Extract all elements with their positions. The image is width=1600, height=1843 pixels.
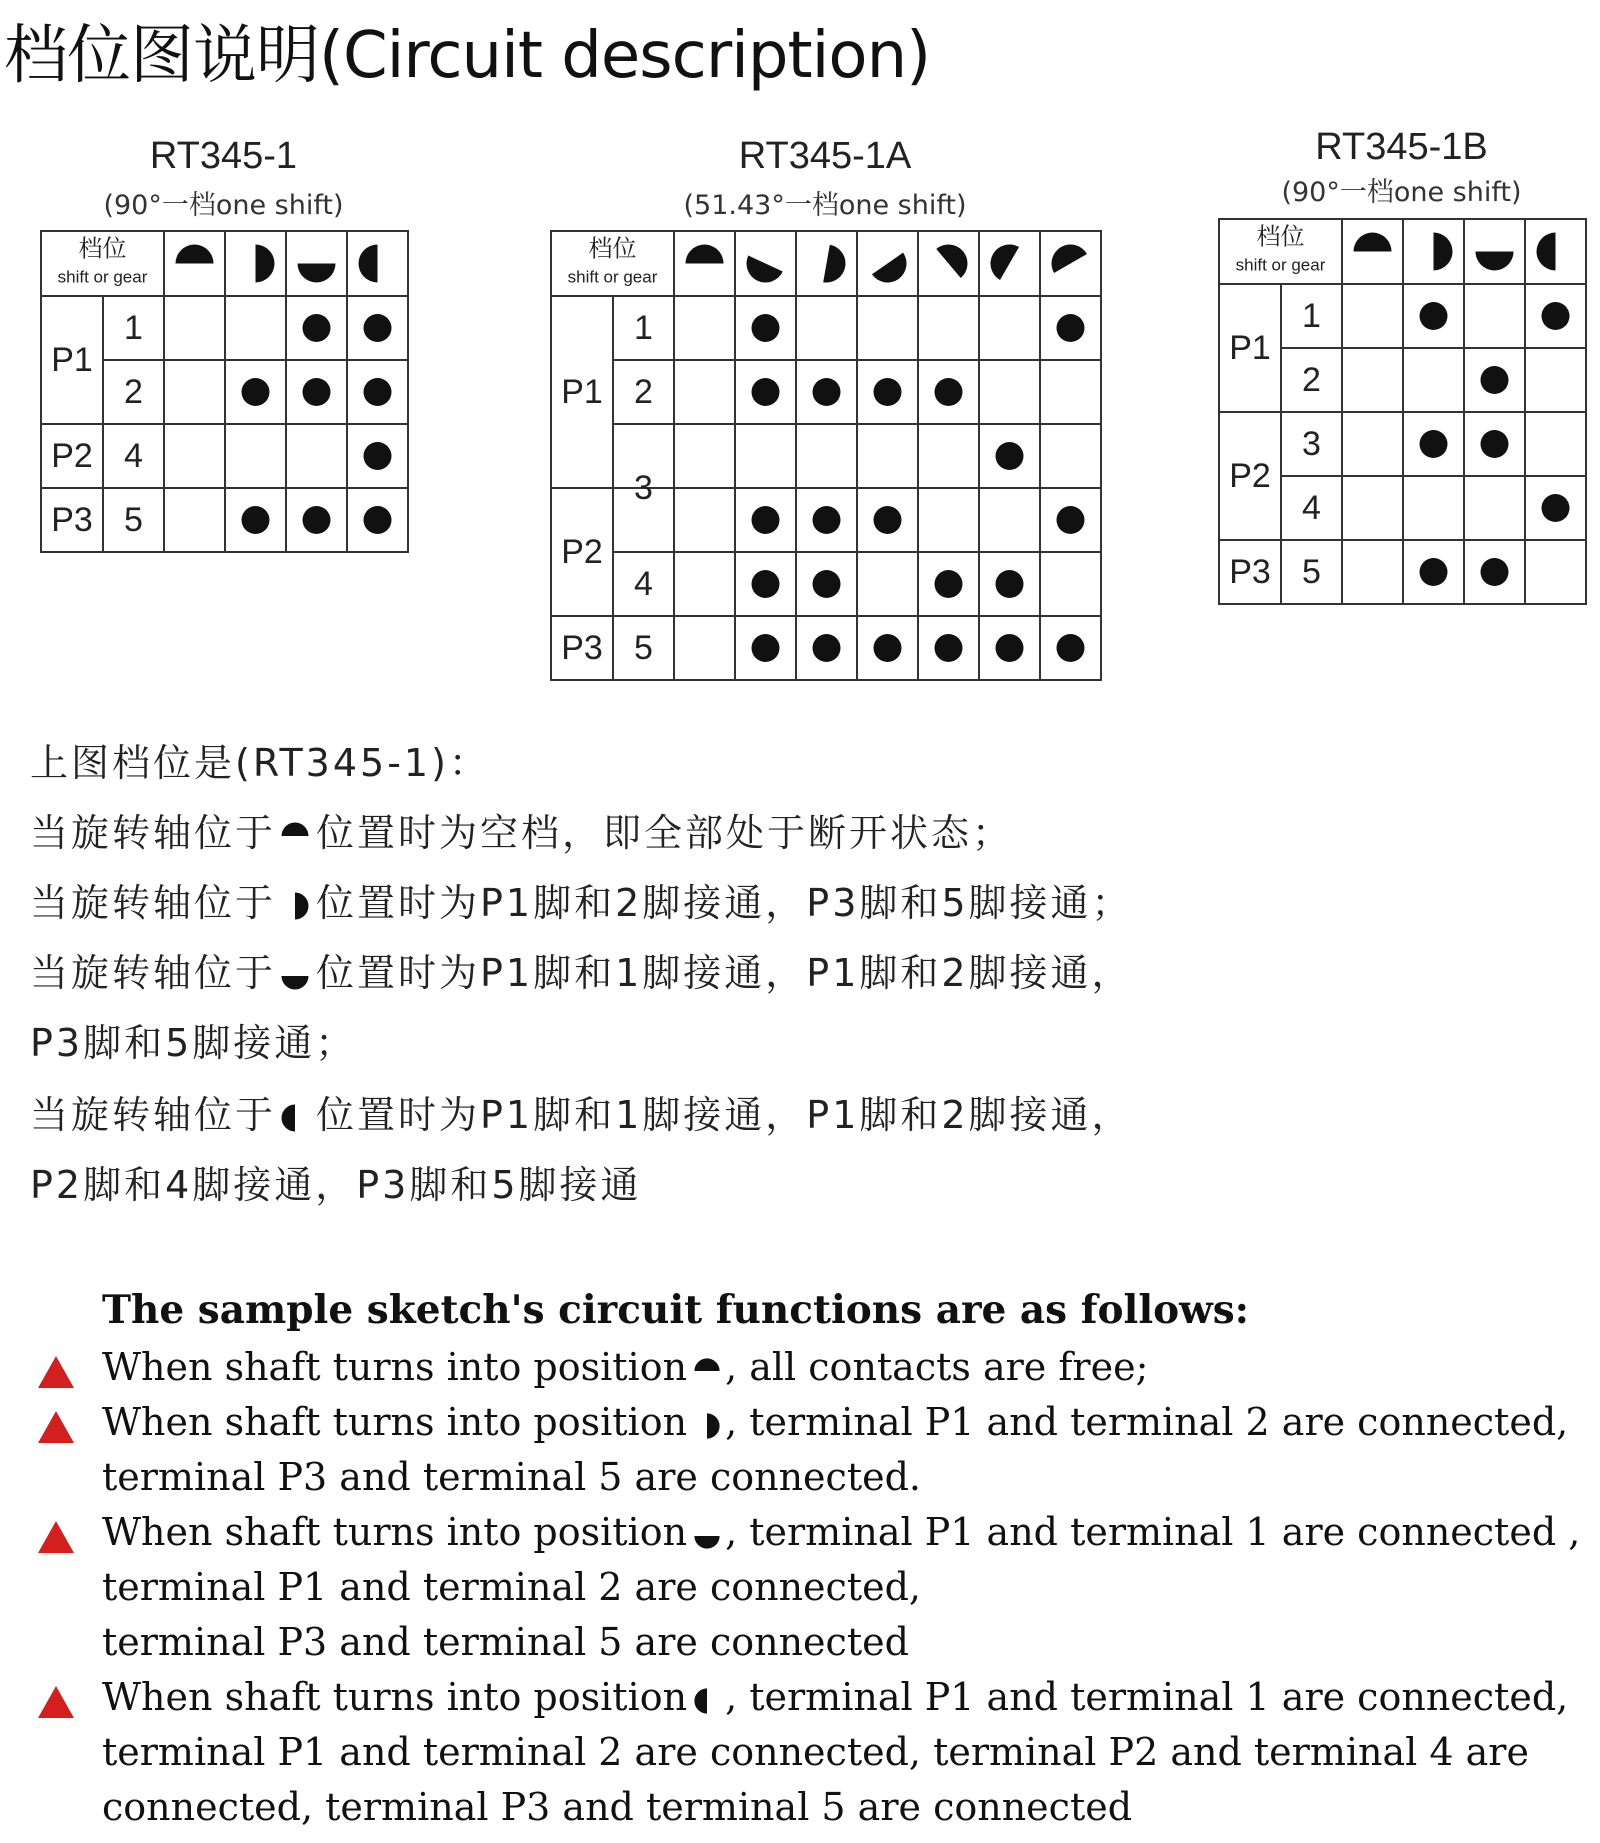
position-glyph-pos-a3	[823, 245, 845, 283]
contact-dot	[1420, 302, 1448, 330]
en-line: terminal P1 and terminal 2 are connected, terminal P2 and terminal 4 are	[102, 1730, 1529, 1774]
en-item	[36, 1505, 1596, 1670]
cn-line	[30, 1080, 1530, 1150]
terminal-label: 4	[634, 565, 653, 603]
terminal-label: 2	[1302, 361, 1321, 399]
position-glyph-pos-top	[282, 822, 309, 836]
page-title: 档位图说明(Circuit description)	[4, 19, 931, 93]
position-left-icon	[693, 1687, 721, 1715]
contact-dot	[242, 506, 270, 534]
contact-dot	[1481, 558, 1509, 586]
group-label: P3	[51, 501, 93, 539]
en-prefix: When shaft turns into position	[102, 1510, 688, 1554]
position-glyph-pos-right	[256, 245, 275, 283]
warning-triangle-icon	[36, 1354, 76, 1390]
cn-text: 位置时为P1脚和1脚接通，P1脚和2脚接通，	[316, 951, 1133, 995]
header-label-cn: 档位	[78, 235, 127, 263]
header-label-en: shift or gear	[567, 267, 658, 287]
contact-dot	[935, 378, 963, 406]
contact-dot	[874, 634, 902, 662]
gear-table	[550, 230, 1102, 681]
cn-intro: 上图档位是(RT345-1)：	[30, 741, 490, 785]
position-glyph-pos-top	[686, 245, 724, 264]
en-line	[102, 1395, 1596, 1450]
position-right-icon	[693, 1412, 721, 1440]
cn-line	[30, 938, 1530, 1008]
warning-triangle-icon	[36, 1684, 76, 1720]
terminal-label: 2	[634, 373, 653, 411]
contact-dot	[752, 634, 780, 662]
contact-dot	[935, 634, 963, 662]
gear-table	[1218, 218, 1587, 605]
position-bottom-icon	[280, 961, 310, 991]
terminal-label: 3	[1302, 425, 1321, 463]
en-line: connected, terminal P3 and terminal 5 are connected	[102, 1785, 1133, 1829]
contact-dot	[1420, 430, 1448, 458]
header-label-cn: 档位	[588, 235, 637, 263]
contact-dot	[303, 314, 331, 342]
en-line: terminal P1 and terminal 2 are connected,	[102, 1565, 921, 1609]
contact-dot	[242, 378, 270, 406]
contact-dot	[874, 378, 902, 406]
position-right-icon	[280, 891, 310, 921]
group-label: P2	[51, 437, 93, 475]
en-item	[36, 1670, 1596, 1835]
contact-dot	[1057, 506, 1085, 534]
contact-dot	[364, 314, 392, 342]
english-description	[36, 1280, 1596, 1835]
position-top-icon	[693, 1357, 721, 1385]
position-glyph-pos-top	[176, 245, 214, 264]
header-label-cn: 档位	[1256, 223, 1305, 251]
contact-dot	[1481, 366, 1509, 394]
cn-continuation: P2脚和4脚接通，P3脚和5脚接通	[30, 1163, 642, 1207]
cn-text: 位置时为P1脚和1脚接通，P1脚和2脚接通，	[316, 1093, 1133, 1137]
cn-text: 位置时为P1脚和2脚接通，P3脚和5脚接通；	[316, 881, 1133, 925]
position-glyph-pos-left	[694, 1688, 707, 1713]
en-text: , terminal P1 and terminal 2 are connected,	[725, 1400, 1569, 1444]
position-glyph-pos-top	[1354, 233, 1392, 252]
en-prefix: When shaft turns into position	[102, 1400, 688, 1444]
contact-dot	[303, 506, 331, 534]
contact-dot	[874, 506, 902, 534]
contact-dot	[364, 378, 392, 406]
cn-line	[30, 798, 1530, 868]
contact-dot	[1542, 494, 1570, 522]
contact-dot	[813, 378, 841, 406]
en-item	[36, 1395, 1596, 1505]
cn-continuation: P3脚和5脚接通；	[30, 1021, 357, 1065]
diagram-subtitle: (90°一档one shift)	[1281, 177, 1522, 208]
group-label: P2	[561, 533, 603, 571]
contact-dot	[303, 378, 331, 406]
terminal-label: 1	[634, 309, 653, 347]
contact-dot	[752, 506, 780, 534]
terminal-label: 3	[634, 469, 653, 507]
position-glyph-pos-a6	[991, 245, 1020, 280]
en-line: terminal P3 and terminal 5 are connected	[102, 1620, 909, 1664]
position-glyph-pos-left	[359, 245, 378, 283]
contact-dot	[996, 442, 1024, 470]
contact-dot	[364, 506, 392, 534]
en-prefix: When shaft turns into position	[102, 1675, 688, 1719]
en-text: , all contacts are free;	[725, 1345, 1149, 1389]
diagram-subtitle: (51.43°一档one shift)	[683, 190, 967, 221]
contact-dot	[996, 634, 1024, 662]
diagram-title: RT345-1	[149, 135, 298, 177]
warning-triangle-icon	[36, 1409, 76, 1445]
group-label: P1	[1229, 329, 1271, 367]
group-label: P1	[51, 341, 93, 379]
terminal-label: 4	[124, 437, 143, 475]
position-glyph-pos-right	[1434, 233, 1453, 271]
contact-dot	[752, 570, 780, 598]
contact-dot	[1481, 430, 1509, 458]
contact-dot	[1420, 558, 1448, 586]
position-glyph-pos-a2	[747, 255, 783, 282]
diagram-title: RT345-1A	[738, 135, 912, 177]
terminal-label: 5	[1302, 553, 1321, 591]
en-line	[102, 1505, 1596, 1560]
en-prefix: When shaft turns into position	[102, 1345, 688, 1389]
en-item	[36, 1340, 1596, 1395]
terminal-label: 5	[634, 629, 653, 667]
en-line: terminal P3 and terminal 5 are connected.	[102, 1455, 921, 1499]
group-label: P1	[561, 373, 603, 411]
position-top-icon	[280, 821, 310, 851]
position-glyph-pos-left	[282, 1104, 296, 1131]
position-glyph-pos-bottom	[298, 264, 336, 283]
position-bottom-icon	[693, 1522, 721, 1550]
cn-line	[30, 868, 1530, 938]
cn-prefix: 当旋转轴位于	[30, 811, 277, 855]
en-line	[102, 1340, 1596, 1395]
group-label: P2	[1229, 457, 1271, 495]
contact-dot	[1057, 314, 1085, 342]
contact-dot	[1057, 634, 1085, 662]
gear-table	[40, 230, 409, 553]
cn-prefix: 当旋转轴位于	[30, 881, 277, 925]
contact-dot	[752, 378, 780, 406]
terminal-label: 1	[1302, 297, 1321, 335]
contact-dot	[813, 570, 841, 598]
contact-dot	[813, 506, 841, 534]
group-label: P3	[1229, 553, 1271, 591]
position-glyph-pos-a4	[872, 253, 907, 283]
terminal-label: 5	[124, 501, 143, 539]
position-glyph-pos-top	[694, 1358, 719, 1371]
en-text: , terminal P1 and terminal 1 are connected ,	[725, 1510, 1581, 1554]
contact-dot	[996, 570, 1024, 598]
contact-dot	[935, 570, 963, 598]
terminal-label: 1	[124, 309, 143, 347]
contact-dot	[1542, 302, 1570, 330]
position-glyph-pos-bottom	[282, 976, 309, 990]
en-line	[102, 1670, 1596, 1725]
cn-prefix: 当旋转轴位于	[30, 1093, 277, 1137]
position-glyph-pos-left	[1537, 233, 1556, 271]
position-glyph-pos-right	[295, 892, 309, 919]
en-text: , terminal P1 and terminal 1 are connected,	[725, 1675, 1569, 1719]
group-label: P3	[561, 629, 603, 667]
chinese-description	[30, 728, 1530, 1220]
warning-triangle-icon	[36, 1519, 76, 1555]
cn-prefix: 当旋转轴位于	[30, 951, 277, 995]
terminal-label: 4	[1302, 489, 1321, 527]
position-glyph-pos-bottom	[694, 1536, 719, 1549]
position-glyph-pos-bottom	[1476, 252, 1514, 271]
cn-text: 位置时为空档，即全部处于断开状态；	[316, 811, 1014, 855]
position-glyph-pos-a7	[1052, 245, 1087, 273]
header-label-en: shift or gear	[57, 267, 148, 287]
header-label-en: shift or gear	[1235, 255, 1326, 275]
position-glyph-pos-right	[707, 1413, 720, 1438]
terminal-label: 2	[124, 373, 143, 411]
contact-dot	[813, 634, 841, 662]
en-heading: The sample sketch's circuit functions are as follows:	[102, 1287, 1250, 1333]
contact-dot	[752, 314, 780, 342]
position-glyph-pos-a5	[936, 245, 967, 279]
contact-dot	[364, 442, 392, 470]
position-left-icon	[280, 1103, 310, 1133]
diagram-subtitle: (90°一档one shift)	[103, 190, 344, 221]
diagram-title: RT345-1B	[1315, 126, 1488, 168]
